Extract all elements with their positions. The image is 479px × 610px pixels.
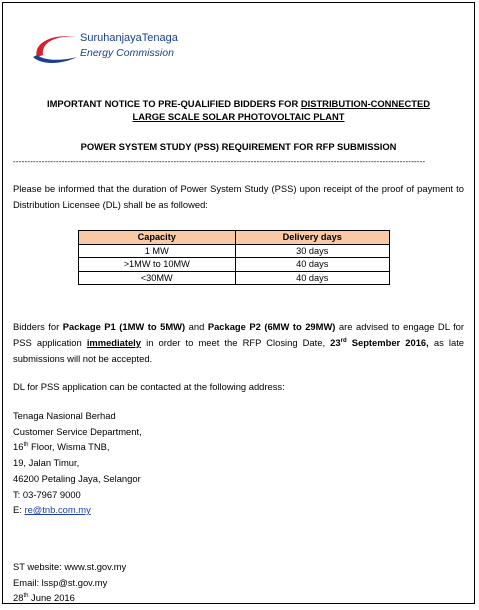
bidders-text: are advised to engage DL for PSS application [13,321,465,348]
notice-title [13,97,464,123]
floor-building: Floor, Wisma TNB, [28,441,110,453]
address-street: 19, Jalan Timur, [13,457,80,469]
address-email [13,502,313,518]
address-company: Tenaga Nasional Berhad [13,410,116,421]
cell-delivery-days: 30 days [235,244,390,258]
floor-number: 16 [13,441,24,453]
capacity-table [78,230,390,285]
address-phone: T: 03-7967 9000 [13,488,81,500]
table-row [79,244,390,258]
cell-capacity: <30MW [79,271,236,285]
address-block [13,408,313,518]
logo-name: SuruhanjayaTenaga [80,32,178,44]
contact-intro: DL for PSS application can be contacted at the following address: [13,381,285,392]
immediately-emphasis: immediately [86,337,142,348]
bidders-text: as late submissions will not be accepted. [13,337,465,364]
footer-date [13,590,313,606]
header-delivery-days: Delivery days [235,231,390,245]
intro-paragraph: Please be informed that the duration of Power System Study (PSS) upon receipt of the proof of payment to Distribution Licensee (DL) shall be as followed: [13,183,464,210]
cell-capacity: >1MW to 10MW [79,258,236,272]
floor-suffix: th [23,442,29,449]
closing-date-month-year: September 2016, [346,337,429,348]
notice-subtitle: POWER SYSTEM STUDY (PSS) REQUIREMENT FOR RFP SUBMISSION [80,141,397,152]
email-label: E: [13,504,25,516]
date-month-year: June 2016 [28,592,75,603]
address-department: Customer Service Department, [13,425,142,437]
footer-block [13,559,313,606]
date-day: 28 [13,592,24,603]
bidders-paragraph [13,319,464,367]
logo-subtitle: Energy Commission [80,47,174,59]
notice-title-plain: IMPORTANT NOTICE TO PRE-QUALIFIED BIDDERS FOR [47,98,301,109]
email-link[interactable]: re@tnb.com.my [24,504,91,516]
cell-delivery-days: 40 days [235,271,390,285]
table-row [79,271,390,285]
footer-email: Email: lssp@st.gov.my [13,576,108,588]
address-floor [13,439,313,455]
date-suffix: th [23,592,29,599]
closing-date-suffix: rd [340,337,347,344]
address-city: 46200 Petaling Jaya, Selangor [13,472,141,484]
bidders-text: and [185,321,208,332]
notice-title-underlined-2: LARGE SCALE SOLAR PHOTOVOLTAIC PLANT [132,111,345,122]
bidders-text: Bidders for [13,321,63,332]
notice-title-underlined-1: DISTRIBUTION-CONNECTED [300,98,430,109]
separator-line: ------------------------------------------------------------------------------------------------------------------------------------------------ [13,157,426,166]
package-p1: Package P1 (1MW to 5MW) [62,321,186,332]
package-p2: Package P2 (6MW to 29MW) [207,321,336,332]
header-capacity: Capacity [79,231,236,245]
cell-delivery-days: 40 days [235,258,390,272]
notice-page [2,2,475,604]
table-row [79,258,390,272]
footer-website: ST website: www.st.gov.my [13,561,127,572]
bidders-text: in order to meet the RFP Closing Date, [141,337,331,348]
table-header-row [79,231,390,245]
closing-date-day: 23 [330,337,341,348]
cell-capacity: 1 MW [79,244,236,258]
swoosh-logo-icon [31,27,81,67]
energy-commission-logo [31,27,201,67]
